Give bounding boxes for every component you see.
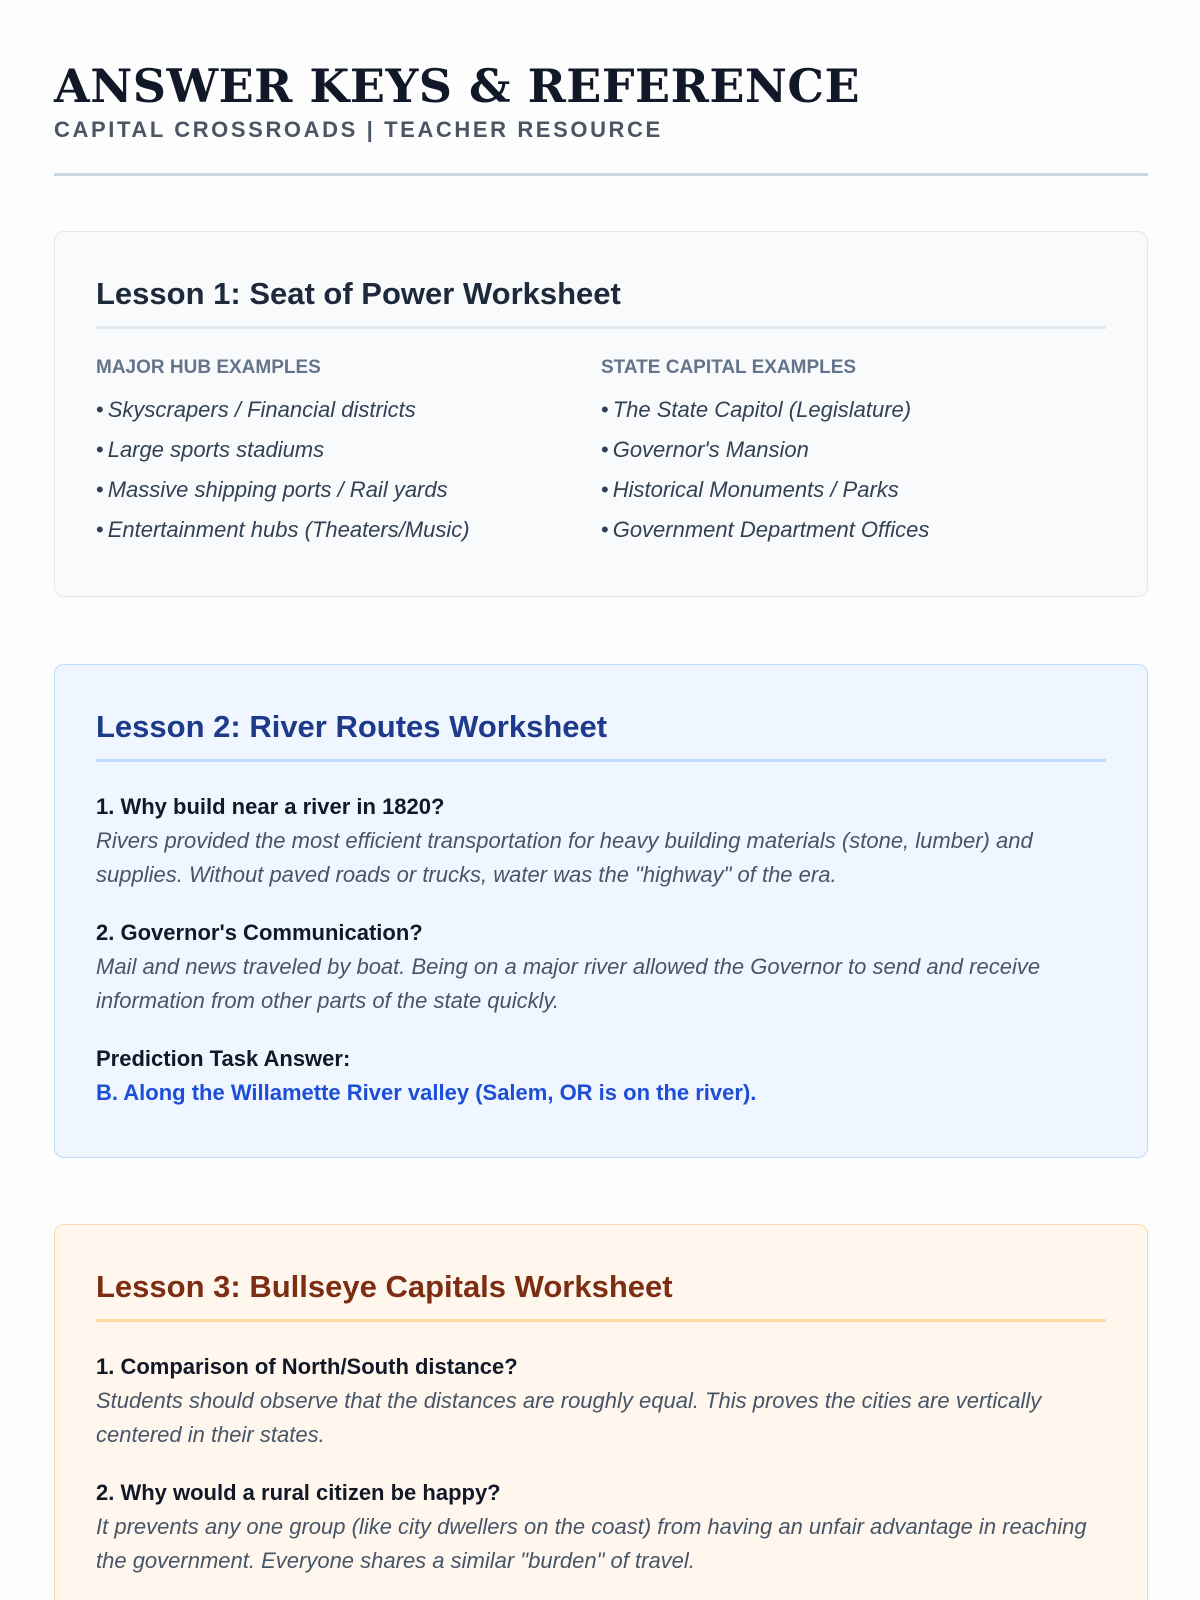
- document-subtitle: CAPITAL CROSSROADS | TEACHER RESOURCE: [54, 117, 663, 142]
- lesson-3-question-1: [96, 1352, 1106, 1452]
- list-item: • Entertainment hubs (Theaters/Music): [96, 517, 470, 542]
- major-hub-heading: MAJOR HUB EXAMPLES: [96, 357, 321, 378]
- state-capital-list: [601, 390, 1106, 550]
- lesson-1-columns: [96, 356, 1106, 550]
- lesson-2-title: Lesson 2: River Routes Worksheet: [96, 665, 1106, 762]
- prediction-label: Prediction Task Answer:: [96, 1046, 351, 1071]
- state-capital-column: [601, 356, 1106, 550]
- answer-text: Mail and news traveled by boat. Being on a major river allowed the Governor to send and receive information from other parts of the state quickly.: [96, 954, 1041, 1013]
- header-divider: [54, 173, 1148, 176]
- lesson-2-question-1: [96, 792, 1106, 892]
- lesson-2-card: [54, 664, 1148, 1158]
- lesson-2-prediction: [96, 1044, 1106, 1108]
- list-item: • Historical Monuments / Parks: [601, 477, 899, 502]
- answer-text: Rivers provided the most efficient transportation for heavy building materials (stone, lumber) and supplies. Without paved roads or trucks, water was the "highway" of the era.: [96, 828, 1033, 887]
- list-item: • Large sports stadiums: [96, 437, 325, 462]
- major-hub-list: [96, 390, 601, 550]
- list-item: • Governor's Mansion: [601, 437, 809, 462]
- question-text: 1. Why build near a river in 1820?: [96, 794, 445, 819]
- list-item: • Skyscrapers / Financial districts: [96, 397, 416, 422]
- list-item: • Government Department Offices: [601, 517, 930, 542]
- question-text: 2. Why would a rural citizen be happy?: [96, 1480, 501, 1505]
- question-text: 1. Comparison of North/South distance?: [96, 1354, 518, 1379]
- answer-text: It prevents any one group (like city dwellers on the coast) from having an unfair advantage in reaching the government. Everyone shares a similar "burden" of travel.: [96, 1514, 1087, 1573]
- lesson-2-question-2: [96, 918, 1106, 1018]
- answer-text: Students should observe that the distances are roughly equal. This proves the cities are vertically centered in their states.: [96, 1388, 1042, 1447]
- state-capital-heading: STATE CAPITAL EXAMPLES: [601, 357, 857, 378]
- lesson-3-card: [54, 1224, 1148, 1600]
- list-item: • The State Capitol (Legislature): [601, 397, 912, 422]
- prediction-answer: B. Along the Willamette River valley (Salem, OR is on the river).: [96, 1080, 757, 1105]
- major-hub-column: [96, 356, 601, 550]
- lesson-1-title: Lesson 1: Seat of Power Worksheet: [96, 232, 1106, 329]
- lesson-3-question-2: [96, 1478, 1106, 1578]
- question-text: 2. Governor's Communication?: [96, 920, 423, 945]
- list-item: • Massive shipping ports / Rail yards: [96, 477, 448, 502]
- document-title: ANSWER KEYS & REFERENCE: [54, 59, 861, 113]
- lesson-3-title: Lesson 3: Bullseye Capitals Worksheet: [96, 1225, 1106, 1322]
- lesson-1-card: [54, 231, 1148, 597]
